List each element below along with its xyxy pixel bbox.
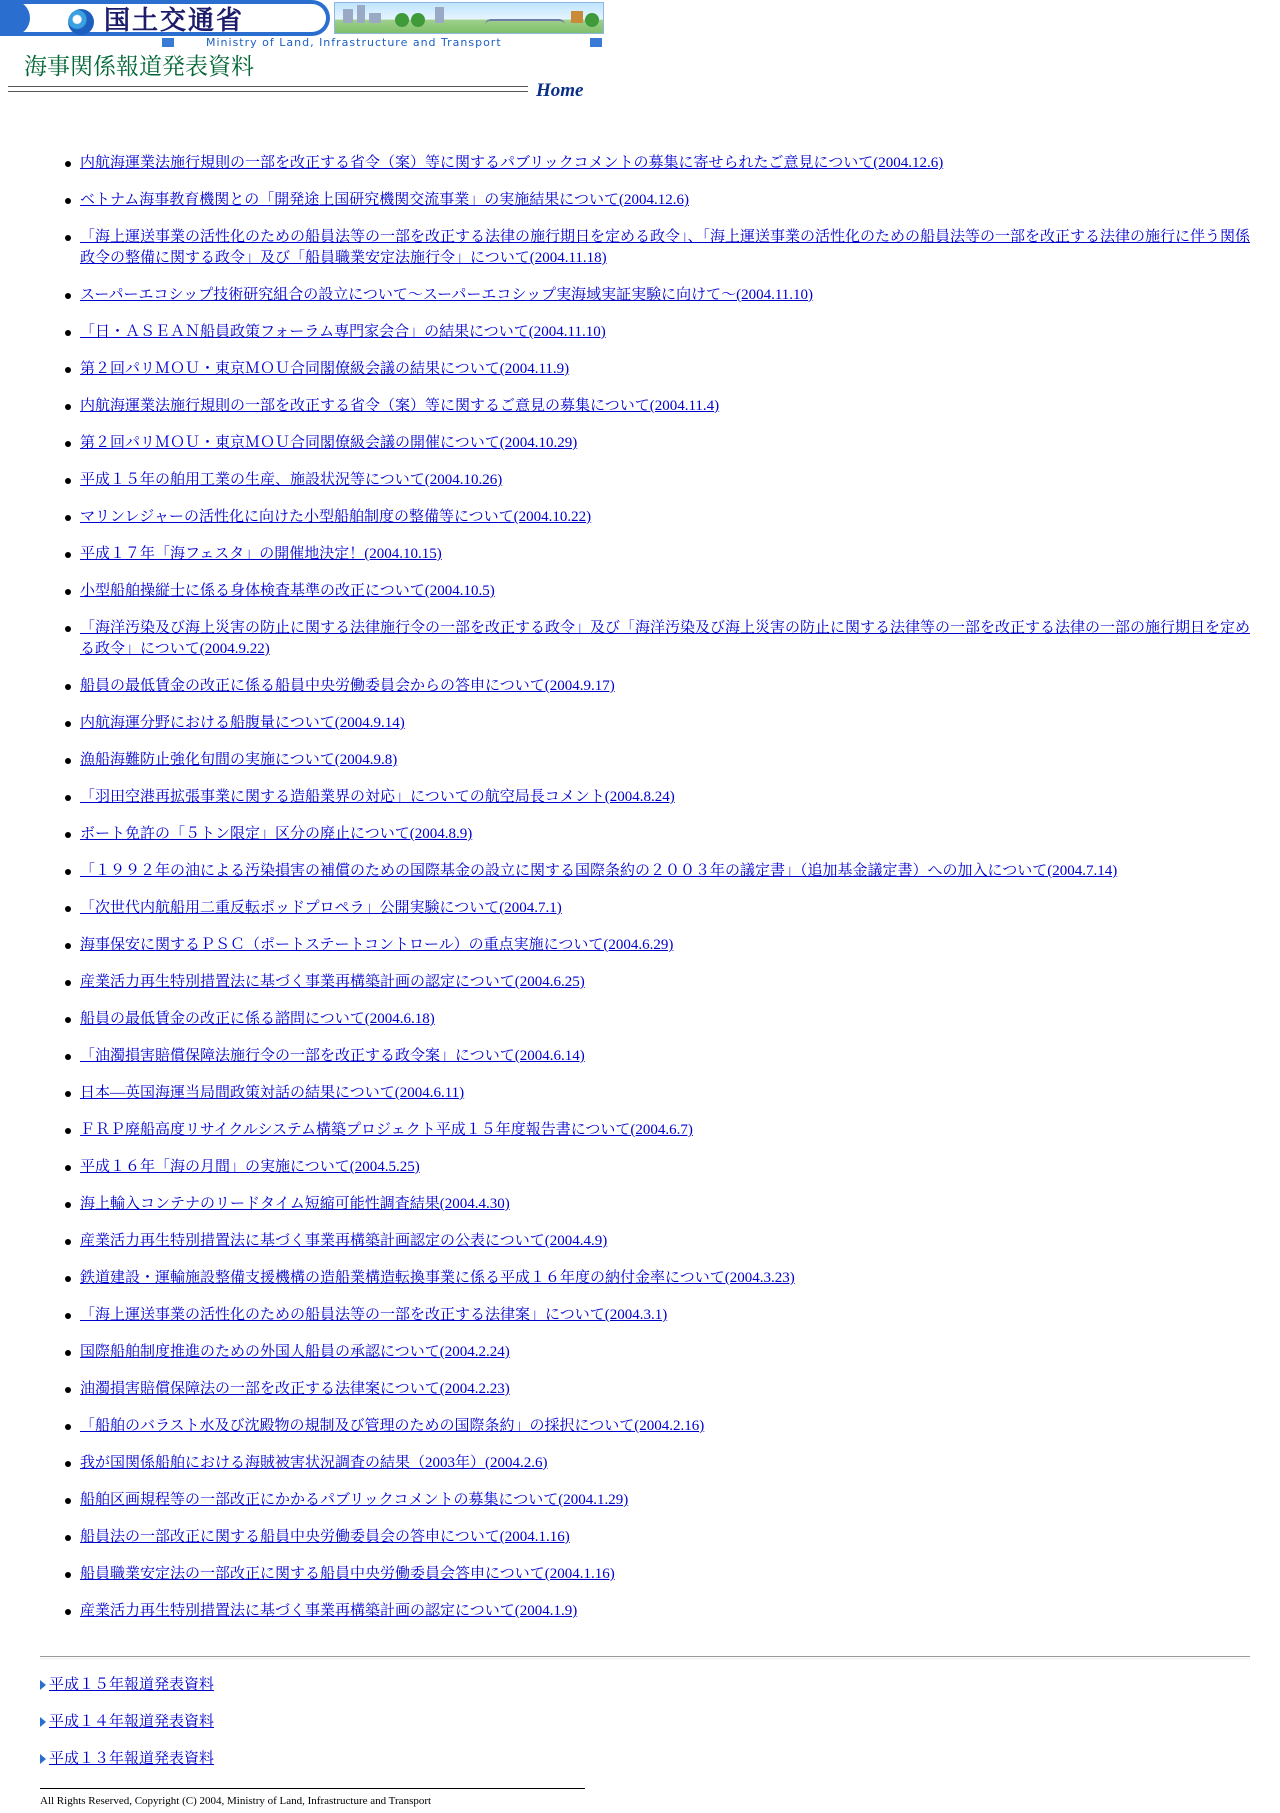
press-release-link[interactable]: ベトナム海事教育機関との「開発途上国研究機関交流事業」の実施結果について(2004.12.6): [80, 192, 689, 208]
press-release-link[interactable]: 「油濁損害賠償保障法施行令の一部を改正する政令案」について(2004.6.14): [80, 1048, 585, 1064]
list-item: [62, 1416, 1252, 1437]
list-item: [62, 322, 1252, 343]
ministry-logo-text: 国土交通省: [104, 6, 245, 36]
list-item: [62, 1194, 1252, 1215]
archive-item: [40, 1749, 440, 1769]
list-item: [62, 1490, 1252, 1511]
archive-link-h13[interactable]: 平成１３年報道発表資料: [49, 1751, 215, 1767]
archive-item: [40, 1712, 440, 1732]
press-release-link[interactable]: 産業活力再生特別措置法に基づく事業再構築計画認定の公表について(2004.4.9): [80, 1233, 608, 1249]
press-release-link[interactable]: 小型船舶操縦士に係る身体検査基準の改正について(2004.10.5): [80, 583, 495, 599]
ministry-english-name: Ministry of Land, Infrastructure and Transport: [206, 36, 502, 49]
footer-divider: [40, 1788, 585, 1789]
list-item: [62, 227, 1252, 269]
list-item: [62, 190, 1252, 211]
list-item: [62, 544, 1252, 565]
press-release-link[interactable]: 国際船舶制度推進のための外国人船員の承認について(2004.2.24): [80, 1344, 510, 1360]
list-item: [62, 1083, 1252, 1104]
list-item: [62, 285, 1252, 306]
list-item: [62, 1046, 1252, 1067]
list-item: [62, 396, 1252, 417]
press-release-link[interactable]: 「１９９２年の油による汚染損害の補償のための国際基金の設立に関する国際条約の２００３年の議定書」（追加基金議定書）への加入について(2004.7.14): [80, 863, 1118, 879]
archive-item: [40, 1675, 440, 1695]
press-release-list: [62, 153, 1252, 1638]
press-release-link[interactable]: 「日・ＡＳＥＡＮ船員政策フォーラム専門家会合」の結果について(2004.11.10): [80, 324, 606, 340]
header-divider: [8, 86, 528, 92]
list-item: [62, 1453, 1252, 1474]
press-release-link[interactable]: 第２回パリＭＯＵ・東京ＭＯＵ合同閣僚級会議の開催について(2004.10.29): [80, 435, 578, 451]
press-release-link[interactable]: 船員法の一部改正に関する船員中央労働委員会の答申について(2004.1.16): [80, 1529, 570, 1545]
press-release-link[interactable]: 「羽田空港再拡張事業に関する造船業界の対応」についての航空局長コメント(2004.8.24): [80, 789, 675, 805]
list-item: [62, 713, 1252, 734]
list-item: [62, 898, 1252, 919]
list-item: [62, 1157, 1252, 1178]
arrow-right-icon: [40, 1680, 46, 1690]
press-release-link[interactable]: 平成１６年「海の月間」の実施について(2004.5.25): [80, 1159, 420, 1175]
ministry-logo: [0, 0, 330, 36]
arrow-right-icon: [40, 1717, 46, 1727]
press-release-link[interactable]: 鉄道建設・運輸施設整備支援機構の造船業構造転換事業に係る平成１６年度の納付金率について(2004.3.23): [80, 1270, 795, 1286]
list-item: [62, 1268, 1252, 1289]
press-release-link[interactable]: 内航海運業法施行規則の一部を改正する省令（案）等に関するご意見の募集について(2004.11.4): [80, 398, 720, 414]
list-item: [62, 750, 1252, 771]
list-item: [62, 1564, 1252, 1585]
list-item: [62, 1231, 1252, 1252]
list-item: [62, 433, 1252, 454]
archive-link-h15[interactable]: 平成１５年報道発表資料: [49, 1677, 215, 1693]
list-item: [62, 1009, 1252, 1030]
list-item: [62, 861, 1252, 882]
list-item: [62, 935, 1252, 956]
list-item: [62, 153, 1252, 174]
press-release-link[interactable]: 船舶区画規程等の一部改正にかかるパブリックコメントの募集について(2004.1.29): [80, 1492, 629, 1508]
press-release-link[interactable]: ＦＲＰ廃船高度リサイクルシステム構築プロジェクト平成１５年度報告書について(2004.6.7): [80, 1122, 693, 1138]
home-link[interactable]: Home: [536, 80, 584, 101]
press-release-link[interactable]: 「次世代内航船用二重反転ポッドプロペラ」公開実験について(2004.7.1): [80, 900, 562, 916]
press-release-link[interactable]: 内航海運分野における船腹量について(2004.9.14): [80, 715, 405, 731]
list-item: [62, 581, 1252, 602]
arrow-right-icon: [40, 1754, 46, 1764]
press-release-link[interactable]: 油濁損害賠償保障法の一部を改正する法律案について(2004.2.23): [80, 1381, 510, 1397]
list-item: [62, 1527, 1252, 1548]
press-release-link[interactable]: 内航海運業法施行規則の一部を改正する省令（案）等に関するパブリックコメントの募集に寄せられたご意見について(2004.12.6): [80, 155, 944, 171]
press-release-link[interactable]: スーパーエコシップ技術研究組合の設立について～スーパーエコシップ実海域実証実験に向けて～(2004.11.10): [80, 287, 814, 303]
press-release-link[interactable]: 産業活力再生特別措置法に基づく事業再構築計画の認定について(2004.6.25): [80, 974, 585, 990]
list-item: [62, 618, 1252, 660]
content-divider: [40, 1656, 1250, 1659]
banner-square-right: [590, 38, 602, 47]
press-release-link[interactable]: 海上輸入コンテナのリードタイム短縮可能性調査結果(2004.4.30): [80, 1196, 510, 1212]
press-release-link[interactable]: 平成１７年「海フェスタ」の開催地決定！(2004.10.15): [80, 546, 442, 562]
press-release-link[interactable]: 船員職業安定法の一部改正に関する船員中央労働委員会答申について(2004.1.16): [80, 1566, 615, 1582]
archive-link-h14[interactable]: 平成１４年報道発表資料: [49, 1714, 215, 1730]
press-release-link[interactable]: 「海上運送事業の活性化のための船員法等の一部を改正する法律の施行期日を定める政令」、「海上運送事業の活性化のための船員法等の一部を改正する法律の施行に伴う関係政令の整備に関する政令」及び「船員職業安定法施行令」について(2004.11.18): [80, 229, 1251, 266]
list-item: [62, 1342, 1252, 1363]
list-item: [62, 359, 1252, 380]
list-item: [62, 470, 1252, 491]
press-release-link[interactable]: 「船舶のバラスト水及び沈殿物の規制及び管理のための国際条約」の採択について(2004.2.16): [80, 1418, 705, 1434]
list-item: [62, 972, 1252, 993]
copyright-notice: All Rights Reserved, Copyright (C) 2004, Ministry of Land, Infrastructure and Transport: [40, 1795, 432, 1807]
press-release-link[interactable]: 海事保安に関するＰＳＣ（ポートステートコントロール）の重点実施について(2004.6.29): [80, 937, 674, 953]
list-item: [62, 1379, 1252, 1400]
press-release-link[interactable]: 船員の最低賃金の改正に係る船員中央労働委員会からの答申について(2004.9.17): [80, 678, 615, 694]
press-release-link[interactable]: 産業活力再生特別措置法に基づく事業再構築計画の認定について(2004.1.9): [80, 1603, 578, 1619]
press-release-link[interactable]: 第２回パリＭＯＵ・東京ＭＯＵ合同閣僚級会議の結果について(2004.11.9): [80, 361, 570, 377]
list-item: [62, 1305, 1252, 1326]
list-item: [62, 507, 1252, 528]
press-release-link[interactable]: 「海洋汚染及び海上災害の防止に関する法律施行令の一部を改正する政令」及び「海洋汚染及び海上災害の防止に関する法律等の一部を改正する法律の一部の施行期日を定める政令」について(2004.9.22): [80, 620, 1251, 657]
list-item: [62, 1601, 1252, 1622]
press-release-link[interactable]: 漁船海難防止強化旬間の実施について(2004.9.8): [80, 752, 398, 768]
list-item: [62, 676, 1252, 697]
page-title: 海事関係報道発表資料: [24, 54, 254, 80]
press-release-link[interactable]: 我が国関係船舶における海賊被害状況調査の結果（2003年）(2004.2.6): [80, 1455, 548, 1471]
press-release-link[interactable]: ボート免許の「５トン限定」区分の廃止について(2004.8.9): [80, 826, 473, 842]
ministry-banner: [0, 0, 605, 50]
list-item: [62, 787, 1252, 808]
press-release-link[interactable]: 日本—英国海運当局間政策対話の結果について(2004.6.11): [80, 1085, 465, 1101]
ministry-emblem-icon: [68, 9, 94, 35]
banner-illustration: [334, 2, 604, 34]
list-item: [62, 824, 1252, 845]
list-item: [62, 1120, 1252, 1141]
press-release-link[interactable]: 「海上運送事業の活性化のための船員法等の一部を改正する法律案」について(2004.3.1): [80, 1307, 668, 1323]
press-release-link[interactable]: 船員の最低賃金の改正に係る諮問について(2004.6.18): [80, 1011, 435, 1027]
banner-square-left: [162, 38, 174, 47]
press-release-link[interactable]: マリンレジャーの活性化に向けた小型船舶制度の整備等について(2004.10.22): [80, 509, 592, 525]
press-release-link[interactable]: 平成１５年の舶用工業の生産、施設状況等について(2004.10.26): [80, 472, 503, 488]
